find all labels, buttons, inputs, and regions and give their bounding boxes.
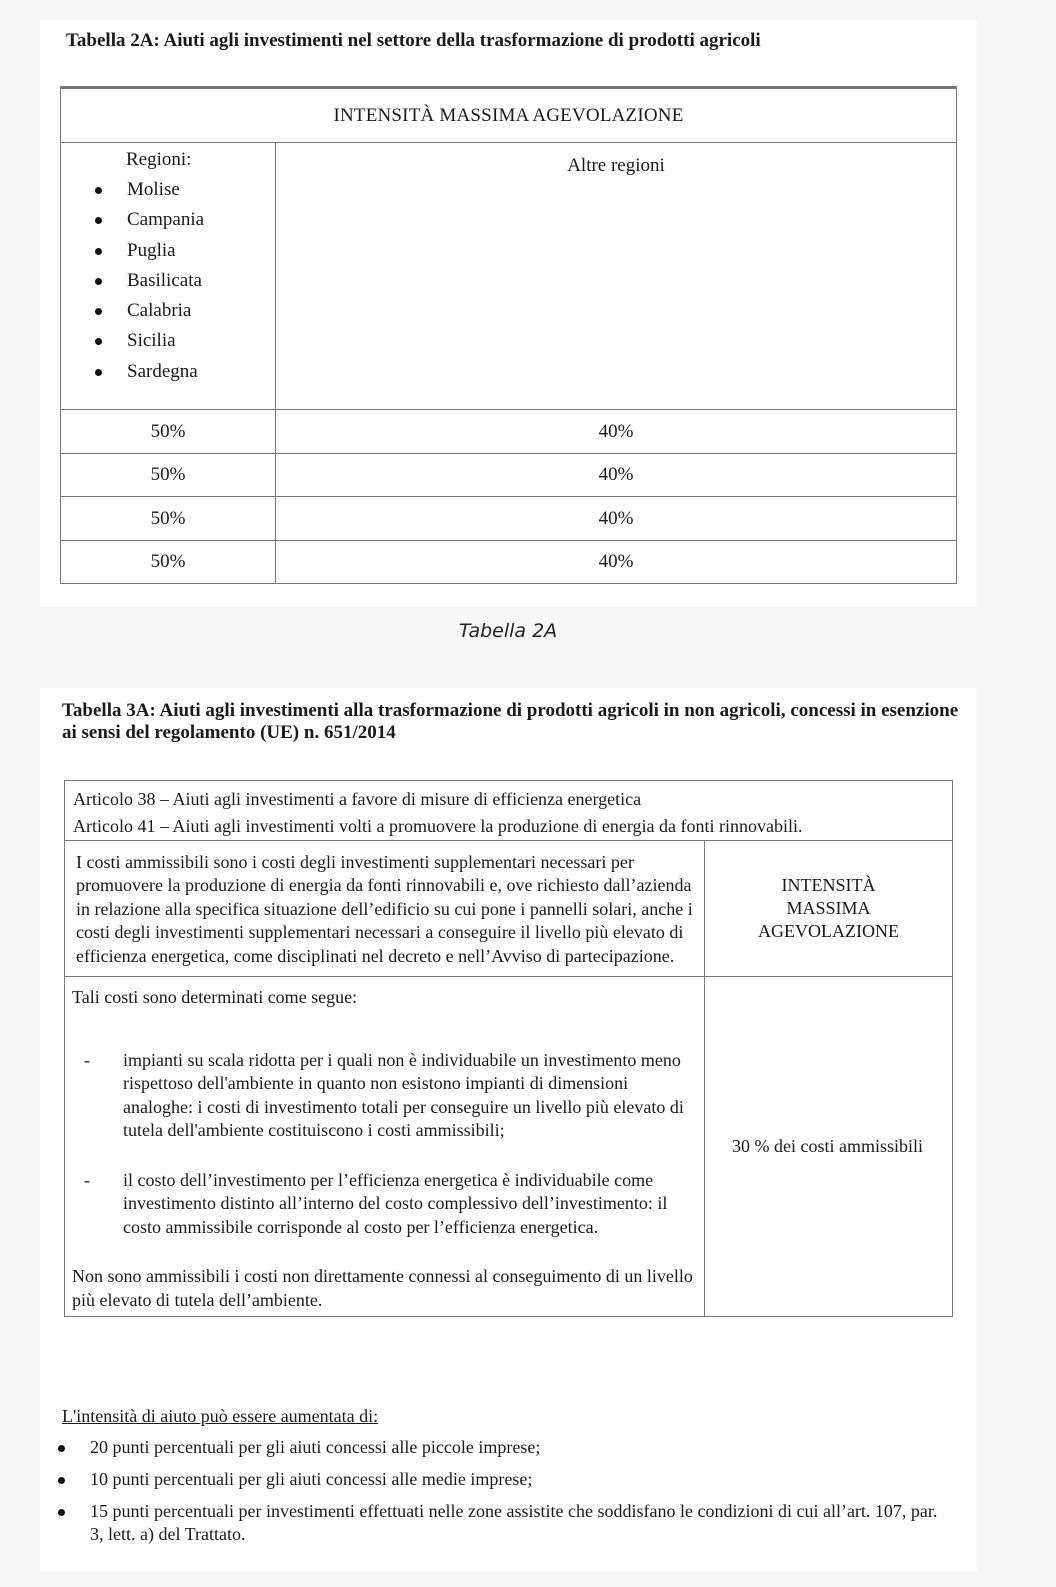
- eligible-costs-row: [65, 841, 953, 977]
- list-item-text: il costo dell’investimento per l’efficienza energetica è individuabile come investimento distinto all’interno del costo complessivo dell’investimento: il costo ammissibile corrisponde al costo per l’efficienza energetica.: [123, 1169, 668, 1237]
- list-item: 10 punti percentuali per gli aiuti concessi alle medie imprese;: [40, 1468, 950, 1491]
- intensity-value-cell: 30 % dei costi ammissibili: [705, 977, 953, 1317]
- table-row: [61, 410, 957, 454]
- region-item: Molise: [61, 175, 275, 205]
- determination-cell: [65, 977, 705, 1317]
- region-item: Sardegna: [61, 357, 275, 387]
- article-41-text: Articolo 41 – Aiuti agli investimenti volti a promuovere la produzione di energia da fonti rinnovabili.: [73, 816, 803, 836]
- non-eligible-text: Non sono ammissibili i costi non direttamente connessi al conseguimento di un livello più elevato di tutela dell’ambiente.: [72, 1266, 693, 1310]
- table-cell: 40%: [276, 541, 957, 584]
- table-cell: 40%: [276, 454, 957, 497]
- other-regions-cell: Altre regioni: [276, 143, 957, 410]
- table-2a: [60, 86, 957, 584]
- regions-label: Regioni:: [126, 149, 192, 170]
- table-row: [61, 497, 957, 541]
- article-38-text: Articolo 38 – Aiuti agli investimenti a favore di misure di efficienza energetica: [73, 789, 642, 809]
- region-item: Basilicata: [61, 266, 275, 296]
- list-item: 15 punti percentuali per investimenti effettuati nelle zone assistite che soddisfano le condizioni di cui all’art. 107, par. 3, lett. a) del Trattato.: [40, 1500, 950, 1546]
- list-item: [72, 1169, 704, 1240]
- table-cell: 50%: [61, 410, 276, 454]
- dash-marker: -: [84, 1169, 90, 1190]
- list-item: 20 punti percentuali per gli aiuti concessi alle piccole imprese;: [40, 1436, 950, 1459]
- table-cell: 50%: [61, 497, 276, 541]
- table-cell: 50%: [61, 454, 276, 497]
- region-item: Campania: [61, 205, 275, 235]
- table-2a-panel: [40, 20, 977, 607]
- list-item: [72, 1049, 704, 1143]
- table-3a-panel: [40, 688, 977, 1571]
- table-cell: 40%: [276, 497, 957, 541]
- regions-row: [61, 143, 957, 410]
- list-item-text: impianti su scala ridotta per i quali non è individuabile un investimento meno rispettoso dell'ambiente in quanto non esistono impianti di dimensioni analoghe: i costi di investimento totali per conseguire un livello più elevato di tutela dell'ambiente costituiscono i costi ammissibili;: [123, 1049, 684, 1141]
- regions-cell: [61, 143, 276, 410]
- table-header-row: [61, 88, 957, 143]
- table-row: [61, 541, 957, 584]
- table-cell: 50%: [61, 541, 276, 584]
- table-3a: [64, 780, 953, 1317]
- region-item: Sicilia: [61, 326, 275, 356]
- table-3a-title: Tabella 3A: Aiuti agli investimenti alla trasformazione di prodotti agricoli in non agricoli, concessi in esenzione ai sensi del regolamento (UE) n. 651/2014: [62, 700, 959, 743]
- table-header-cell: INTENSITÀ MASSIMA AGEVOLAZIONE: [61, 88, 957, 143]
- intensity-header-text: INTENSITÀ MASSIMA AGEVOLAZIONE: [758, 875, 899, 942]
- dash-marker: -: [84, 1049, 90, 1070]
- increase-label: L'intensità di aiuto può essere aumentata di:: [62, 1406, 379, 1426]
- articles-row: [65, 781, 953, 841]
- table-row: [61, 454, 957, 497]
- determination-row: [65, 977, 953, 1317]
- table-2a-caption: Tabella 2A: [458, 620, 558, 642]
- articles-cell: [65, 781, 953, 841]
- intensity-header-cell: [705, 841, 953, 977]
- table-cell: 40%: [276, 410, 957, 454]
- region-item: Calabria: [61, 296, 275, 326]
- increase-list: [40, 1436, 950, 1555]
- regions-list: [61, 175, 275, 387]
- determination-intro: Tali costi sono determinati come segue:: [72, 987, 358, 1008]
- eligible-costs-cell: I costi ammissibili sono i costi degli investimenti supplementari necessari per promuovere la produzione di energia da fonti rinnovabili e, ove richiesto dall’azienda in relazione alla specifica situazione dell’edificio su cui pone i pannelli solari, anche i costi degli investimenti supplementari necessari a conseguire il livello più elevato di efficienza energetica, come disciplinati nel decreto e nell’Avviso di partecipazione.: [65, 841, 705, 977]
- table-2a-title: Tabella 2A: Aiuti agli investimenti nel settore della trasformazione di prodotti agricoli: [66, 30, 761, 51]
- region-item: Puglia: [61, 236, 275, 266]
